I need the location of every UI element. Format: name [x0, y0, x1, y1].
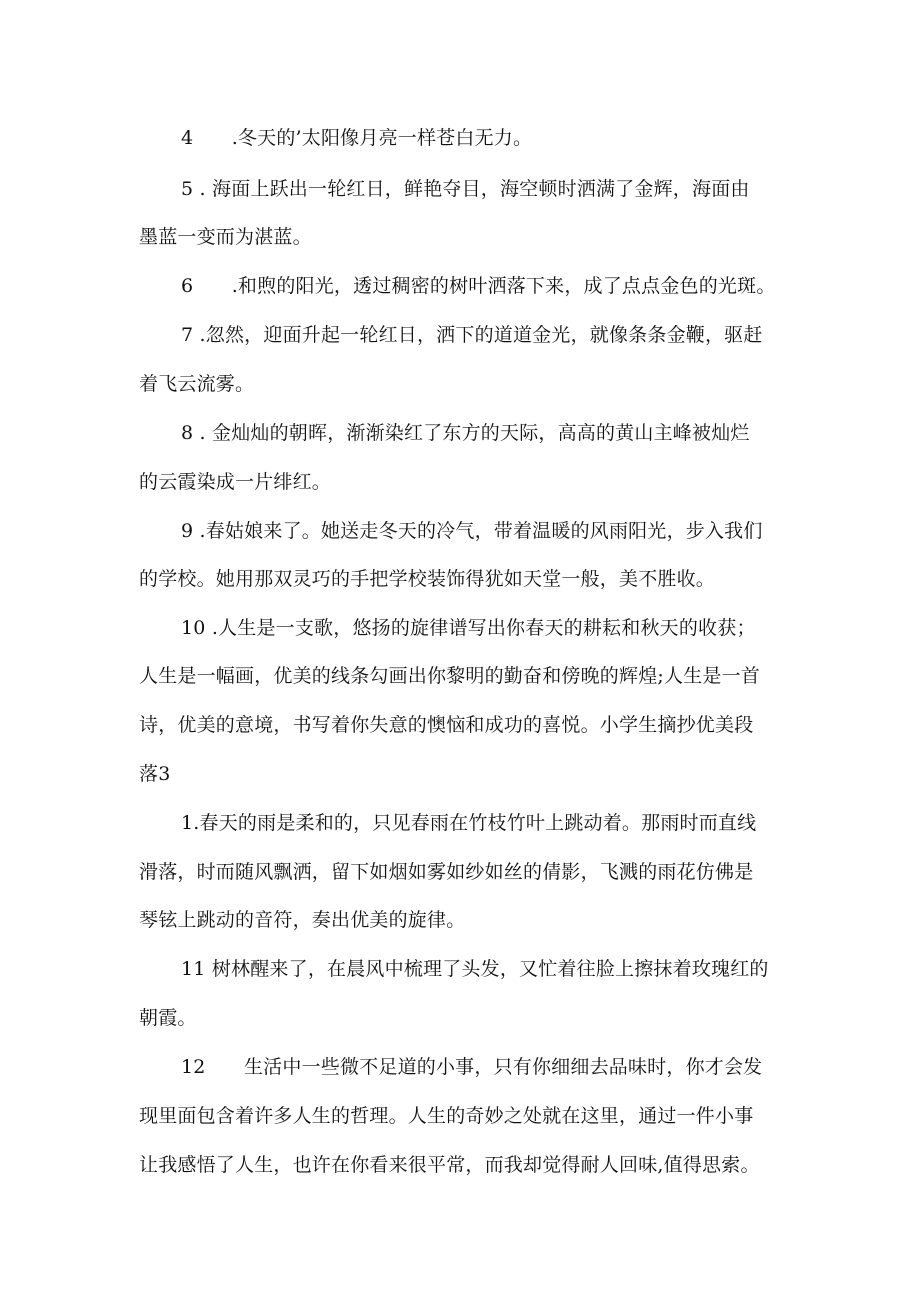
text-line: 现里面包含着许多人生的哲理。人生的奇妙之处就在这里，通过一件小事 [139, 1105, 754, 1127]
text-line: 4 .冬天的’太阳像月亮一样苍白无力。 [181, 127, 533, 149]
text-line: 落3 [139, 763, 171, 785]
text-line: 6 .和煦的阳光，透过稠密的树叶洒落下来，成了点点金色的光斑。 [181, 275, 776, 297]
text-line: 1.春天的雨是柔和的，只见春雨在竹枝竹叶上跳动着。那雨时而直线 [181, 812, 757, 834]
text-line: 诗，优美的意境，书写着你失意的懊恼和成功的喜悦。小学生摘抄优美段 [139, 714, 754, 736]
text-line: 11 树林醒来了，在晨风中梳理了头发，又忙着往脸上擦抹着玫瑰红的 [181, 958, 769, 980]
text-line: 9 .春姑娘来了。她送走冬天的冷气，带着温暖的风雨阳光，步入我们 [181, 520, 763, 542]
text-line: 8 . 金灿灿的朝晖，渐渐染红了东方的天际，高高的黄山主峰被灿烂 [181, 422, 750, 444]
text-line: 滑落，时而随风飘洒，留下如烟如雾如纱如丝的倩影，飞溅的雨花仿佛是 [139, 861, 754, 883]
text-line: 墨蓝一变而为湛蓝。 [139, 226, 312, 248]
text-line: 朝霞。 [139, 1007, 197, 1029]
text-line: 5 . 海面上跃出一轮红日，鲜艳夺目，海空顿时洒满了金辉，海面由 [181, 178, 750, 200]
text-line: 着飞云流雾。 [139, 373, 255, 395]
text-line: 让我感悟了人生，也许在你看来很平常，而我却觉得耐人回味,值得思索。 [139, 1154, 760, 1176]
text-line: 的云霞染成一片绯红。 [139, 471, 332, 493]
text-line: 的学校。她用那双灵巧的手把学校装饰得犹如天堂一般，美不胜收。 [139, 568, 716, 590]
text-line: 10 .人生是一支歌，悠扬的旋律谱写出你春天的耕耘和秋天的收获； [181, 617, 756, 639]
text-line: 12 生活中一些微不足道的小事，只有你细细去品味时，你才会发 [181, 1056, 763, 1078]
text-line: 7 .忽然，迎面升起一轮红日，洒下的道道金光，就像条条金鞭，驱赶 [181, 324, 763, 346]
text-line: 琴铉上跳动的音符，奏出优美的旋律。 [139, 909, 466, 931]
text-line: 人生是一幅画，优美的线条勾画出你黎明的勤奋和傍晚的辉煌;人生是一首 [139, 665, 761, 687]
